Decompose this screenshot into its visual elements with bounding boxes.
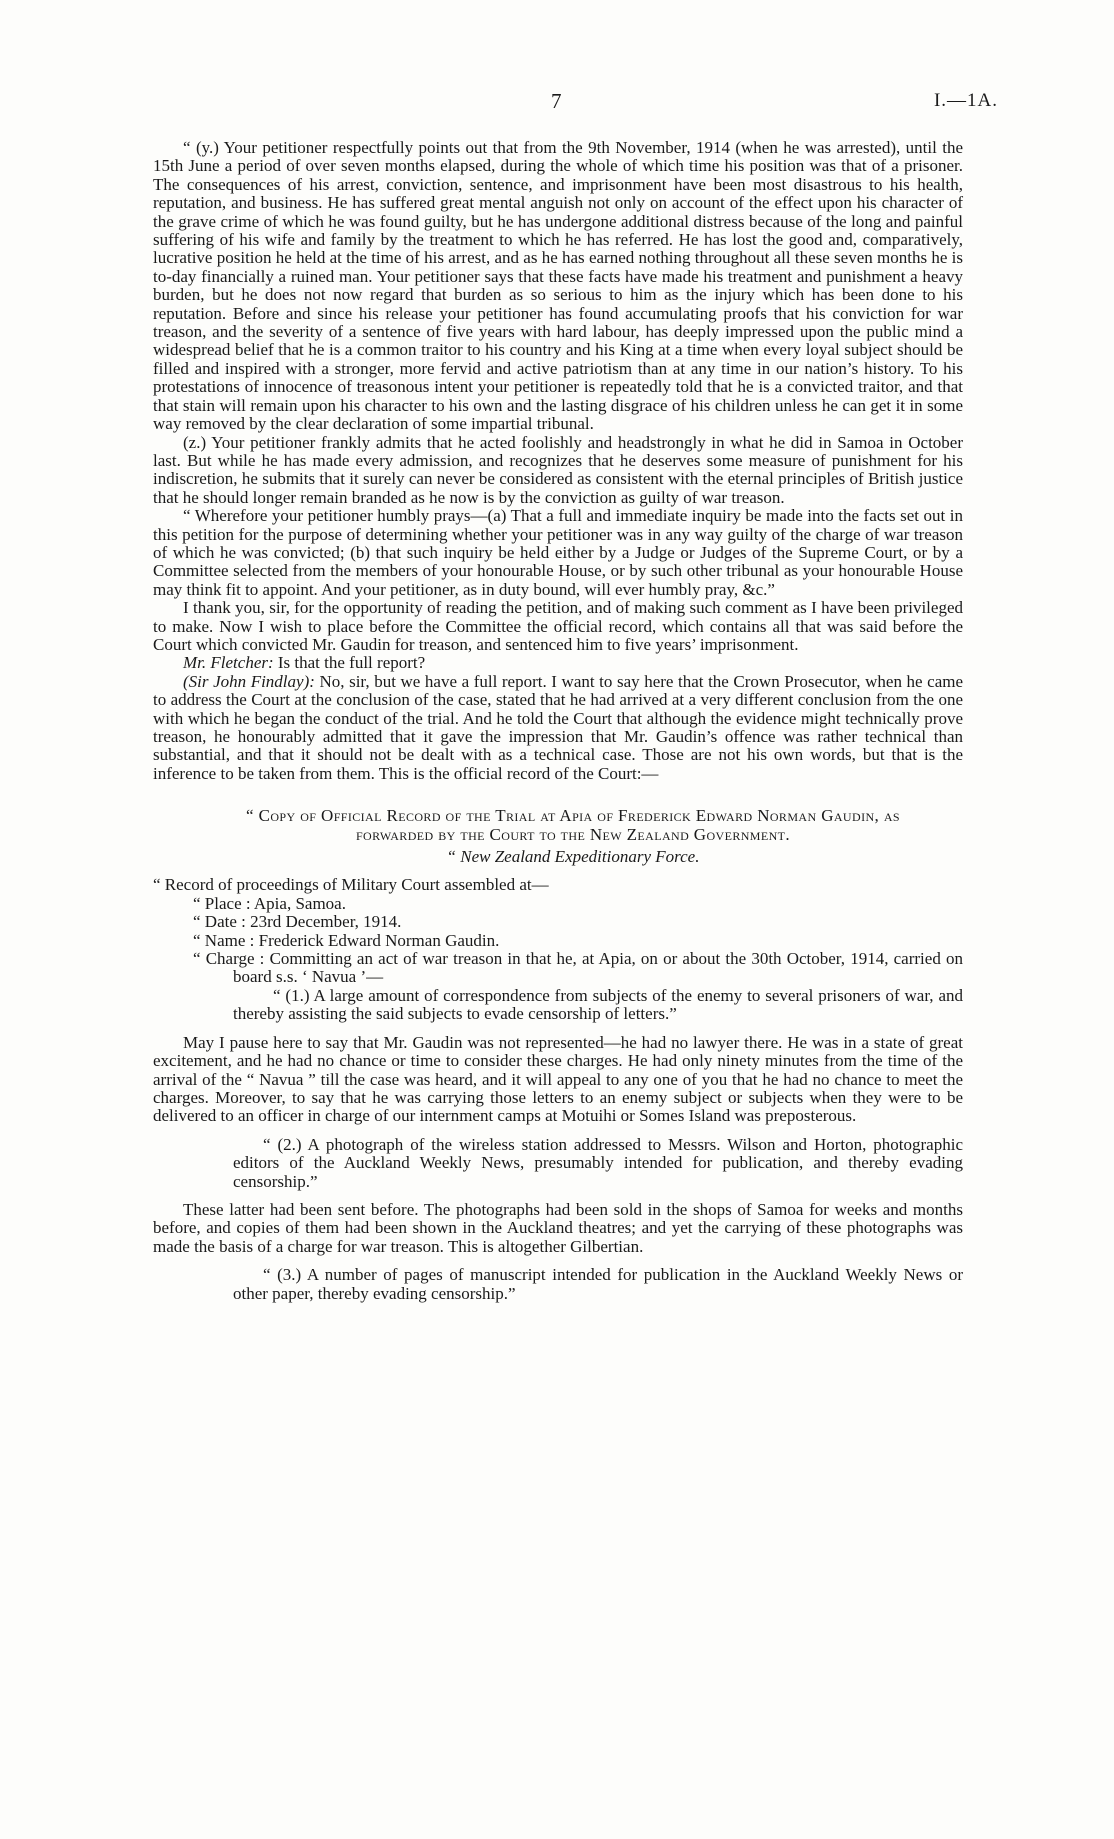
page-body [153,139,963,1303]
record-heading-line-1: “ Copy of Official Record of the Trial at Apia of Frederick Edward Norman Gaudin, as [246,806,900,826]
record-charge: “ Charge : Committing an act of war treason in that he, at Apia, on or about the 30th October, 1914, carried on board s.s. ‘ Navua ’— [193,949,963,987]
record-date: “ Date : 23rd December, 1914. [193,912,402,932]
charge-item-2: “ (2.) A photograph of the wireless station addressed to Messrs. Wilson and Horton, photographic editors of the Auckland Weekly News, presumably intended for publication, and thereby evading censorship.” [233,1134,963,1191]
charge-item-3: “ (3.) A number of pages of manuscript intended for publication in the Auckland Weekly News or other paper, thereby evading censorship.” [233,1265,963,1303]
answer-paragraph [153,673,963,783]
petition-paragraph-y: “ (y.) Your petitioner respectfully points out that from the 9th November, 1914 (when he was arrested), until the 15th June a period of over seven months elapsed, during the whole of which time his position was that of a prisoner. The consequences of his arrest, conviction, sentence, and imprisonment have been most disastrous to his health, reputation, and business. He has suffered great mental anguish not only on account of the effect upon his character of the grave crime of which he was found guilty, but he has undergone additional distress because of the long and painful suffering of his wife and family by the treatment to which he has referred. He has lost the good and, comparatively, lucrative position he held at the time of his arrest, and as he has earned nothing throughout all these seven months he is to-day financially a ruined man. Your petitioner says that these facts have made his treatment and punishment a heavy burden, but he does not now regard that burden as so serious to him as the injury which has been done to his reputation. Before and since his release your petitioner has found accumulating proofs that his conviction for war treason, and the severity of a sentence of five years with hard labour, has deeply impressed upon the public mind a widespread belief that he is a common traitor to his country and his King at a time when every loyal subject should be filled and inspired with a stronger, more fervid and active patriotism than at any time in our nation’s history. To his protestations of innocence of treasonous intent your petitioner is repeatedly told that he is a convicted traitor, and that that stain will remain upon his character to his own and the lasting disgrace of his children unless he can get it in some way removed by the clear declaration of some impartial tribunal. [153,138,963,434]
page-header [0,89,1114,116]
petition-prayer-paragraph: “ Wherefore your petitioner humbly prays—(a) That a full and immediate inquiry be made into the facts set out in this petition for the purpose of determining whether your petitioner was in any way guilty of the charge of war treason of which he was convicted; (b) that such inquiry be held either by a Judge or Judges of the Supreme Court, or by a Committee selected from the members of your honourable House, or by such other tribunal as your honourable House may think fit to appoint. And your petitioner, as in duty bound, will ever humbly pray, &c.” [153,506,963,599]
record-name: “ Name : Frederick Edward Norman Gaudin. [193,930,500,950]
record-subheading: “ New Zealand Expeditionary Force. [446,847,700,867]
question-line [153,654,963,672]
record-place: “ Place : Apia, Samoa. [193,893,346,913]
speaker-comment-paragraph: I thank you, sir, for the opportunity of reading the petition, and of making such comment as I have been privileged to make. Now I wish to place before the Committee the official record, which contains all that was said before the Court which convicted Mr. Gaudin for treason, and sentenced him to five years’ imprisonment. [153,598,963,654]
page-number: 7 [551,89,562,113]
question-text: Is that the full report? [273,653,426,673]
petition-paragraph-z: (z.) Your petitioner frankly admits that he acted foolishly and headstrongly in what he did in Samoa in October last. But while he has made every admission, and recognizes that he deserves some measure of punishment for his indiscretion, he submits that it surely can never be considered as consistent with the eternal principles of British justice that he should longer remain branded as he now is by the conviction as guilty of war treason. [153,432,963,507]
comment-paragraph-1: May I pause here to say that Mr. Gaudin was not represented—he had no lawyer there. He was in a state of great excitement, and he had no chance or time to consider these charges. He had only ninety minutes from the time of the arrival of the “ Navua ” till the case was heard, and it will appeal to any one of you that he had no chance to meet the charges. Moreover, to say that he was carrying those letters to an enemy subject or subjects when they were to be delivered to an officer in charge of our internment camps at Motuihi or Somes Island was preposterous. [153,1032,963,1126]
comment-paragraph-2: These latter had been sent before. The photographs had been sold in the shops of Samoa for weeks and months before, and copies of them had been shown in the Auckland theatres; and yet the carrying of these photographs was made the basis of a charge for war treason. This is altogether Gilbertian. [153,1199,963,1256]
speaker-name: Mr. Fletcher: [183,653,274,673]
document-reference: I.—1A. [933,90,998,111]
speaker-name: (Sir John Findlay): [183,671,315,691]
charge-item-1: “ (1.) A large amount of correspondence from subjects of the enemy to several prisoners of war, and thereby assisting the said subjects to evade censorship of letters.” [233,985,963,1024]
record-heading-line-2: forwarded by the Court to the New Zealand Government. [355,824,791,844]
answer-text: No, sir, but we have a full report. I want to say here that the Crown Prosecutor, when he came to address the Court at the conclusion of the case, stated that he had arrived at a very different conclusion from the one with which he began the conduct of the trial. And he told the Court that although the evidence might technically prove treason, he honourably admitted that it gave the impression that Mr. Gaudin’s offence was rather technical than substantial, and that it should not be dealt with as a technical case. Those are not his own words, but that is the inference to be taken from them. This is the official record of the Court:— [153,671,964,783]
record-intro: “ Record of proceedings of Military Court assembled at— [153,875,549,895]
